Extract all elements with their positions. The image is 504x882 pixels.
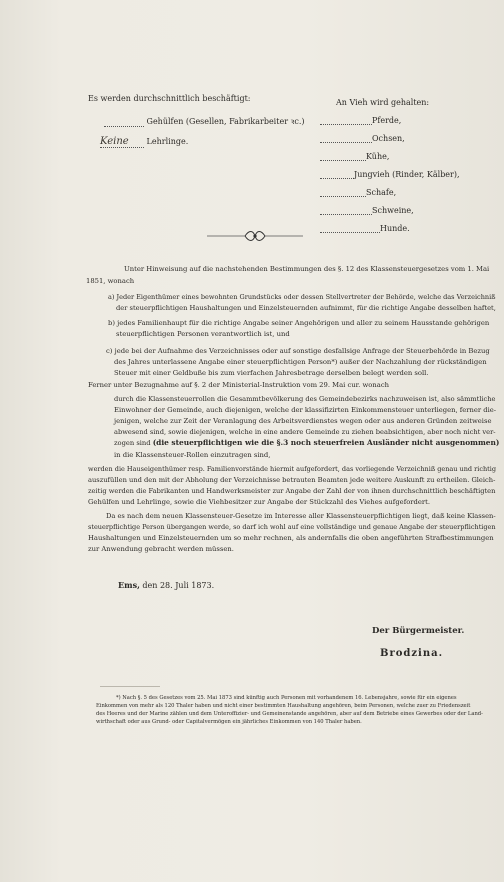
clause-b-1: b) jedes Familienhaupt für die richtige Angabe seiner Angehörigen und aller zu seinem Hausstande gehörigen — [108, 319, 490, 327]
signature-title: Der Bürgermeister. — [372, 626, 465, 636]
clause-d-4: jenigen, welche zur Zeit der Veranlagung des Arbeitsverdienstes wegen oder aus anderen Gründen zeitweise — [114, 417, 492, 425]
livestock-row-oxen — [320, 134, 405, 143]
clause-b-2: steuerpflichtigen Personen verantwortlich ist, und — [116, 330, 290, 338]
request-line-3: zeitig werden die Fabrikanten und Handwerksmeister zur Angabe der Zahl der von ihnen durchschnittlich beschäftigten — [88, 487, 496, 495]
staff-label-assistants: Gehülfen (Gesellen, Fabrikarbeiter ꝛc.) — [146, 117, 305, 126]
staff-count-assistants — [104, 126, 144, 127]
place-date — [118, 580, 214, 590]
livestock-row-cows — [320, 152, 389, 161]
livestock-row-pigs — [320, 206, 414, 215]
livestock-label-cows: Kühe, — [366, 152, 390, 161]
livestock-label-horses: Pferde, — [372, 116, 402, 125]
livestock-row-horses — [320, 116, 401, 125]
clause-d-7: in die Klassensteuer-Rollen einzutragen sind, — [114, 451, 271, 459]
staff-row-assistants — [104, 116, 305, 127]
closing-line-3: Haushaltungen und Einzelsteuernden um so mehr rechnen, als andernfalls die oben angeführten Strafbestimmungen — [88, 534, 494, 542]
clause-d-1: Ferner unter Bezugnahme auf §. 2 der Ministerial-Instruktion vom 29. Mai cur. wonach — [88, 381, 390, 389]
clause-d-6-text: zogen sind — [114, 439, 153, 447]
clause-d-5: abwesend sind, sowie diejenigen, welche in eine andere Gemeinde zu ziehen beabsichtigen, aber noch nicht ver- — [114, 428, 496, 436]
clause-d-6 — [114, 438, 499, 449]
footnote-line-4: wirthschaft oder aus Grund- oder Capitalvermögen ein jährliches Einkommen von 140 Thaler haben. — [96, 719, 362, 725]
footnote-line-1: *) Nach §. 5 des Gesetzes vom 25. Mai 1873 sind künftig auch Personen mit vorhandenem 16. Lebensjahre, sowie für ein eigenes — [116, 695, 457, 701]
clause-c-3: Steuer mit einer Geldbuße bis zum vierfachen Jahresbetrage derselben belegt werden soll. — [114, 369, 429, 377]
clause-c-2: des Jahres unterlassene Angabe einer steuerpflichtigen Person*) außer der Nachzahlung der rückständigen — [114, 358, 487, 366]
ornament-divider — [205, 228, 305, 244]
livestock-label-sheep: Schafe, — [366, 188, 397, 197]
signature-name: Brodzina. — [380, 648, 444, 659]
closing-line-1: Da es nach dem neuen Klassensteuer-Gesetze im Interesse aller Klassensteuerpflichtigen liegt, daß keine Klassen- — [106, 512, 496, 520]
staff-heading: Es werden durchschnittlich beschäftigt: — [88, 94, 251, 103]
place: Ems, — [118, 580, 140, 590]
clause-d-2: durch die Klassensteuerrollen die Gesammtbevölkerung des Gemeindebezirks nachzuweisen ist, also sämmtliche — [114, 395, 496, 403]
date: den 28. Juli 1873. — [142, 581, 215, 590]
clause-d-6-bold: (die steuerpflichtigen wie die §.3 noch steuerfreien Ausländer nicht ausgenommen) — [152, 438, 500, 447]
request-line-2: auszufüllen und den mit der Abholung der Verzeichnisse betrauten Beamten jede weitere Auskunft zu ertheilen. Gleich- — [88, 476, 496, 484]
clause-c-1: c) jede bei der Aufnahme des Verzeichnisses oder auf sonstige desfallsige Anfrage der Steuerbehörde in Bezug — [106, 347, 490, 355]
footnote-rule — [100, 686, 160, 687]
footnote-line-2: Einkommen von mehr als 120 Thaler haben und nicht einer bestimmten Haushaltung angehören, beim Personen, welche zuer zu Friedenszeit — [96, 703, 471, 709]
clause-a-2: der steuerpflichtigen Haushaltungen und Einzelsteuernden aufnimmt, für die richtige Angabe desselben haftet, — [116, 304, 496, 312]
request-line-4: Gehülfen und Lehrlinge, sowie die Viehbesitzer zur Angabe der Stückzahl des Viehes aufgefordert. — [88, 498, 431, 506]
livestock-label-dogs: Hunde. — [380, 224, 410, 233]
clause-a-1: a) Jeder Eigenthümer eines bewohnten Grundstücks oder dessen Stellvertreter der Behörde, welche das Verzeichniß — [108, 293, 496, 301]
intro-line-2: 1851, wonach — [86, 277, 135, 285]
livestock-heading: An Vieh wird gehalten: — [336, 98, 430, 107]
footnote-line-3: des Heeres und der Marine zählen und dem Unteroffizier- und Gemeinenstande angehören, aber auf dem Betriebe eines Gewerbes oder der Land- — [96, 711, 483, 717]
livestock-row-young-cattle — [320, 170, 460, 179]
livestock-label-young-cattle: Jungvieh (Rinder, Kälber), — [354, 170, 460, 179]
livestock-label-pigs: Schweine, — [372, 206, 414, 215]
intro-line-1: Unter Hinweisung auf die nachstehenden Bestimmungen des §. 12 des Klassensteuergesetzes vom 1. Mai — [124, 265, 490, 273]
livestock-row-sheep — [320, 188, 396, 197]
request-line-1: werden die Hauseigenthümer resp. Familienvorstände hiermit aufgefordert, das vorliegende Verzeichniß genau und richtig — [88, 465, 497, 473]
staff-count-apprentices: Keine — [100, 136, 144, 148]
staff-row-apprentices — [100, 136, 188, 148]
staff-label-apprentices: Lehrlinge. — [146, 137, 189, 146]
livestock-label-oxen: Ochsen, — [372, 134, 405, 143]
livestock-row-dogs — [320, 224, 410, 233]
clause-d-3: Einwohner der Gemeinde, auch diejenigen, welche der klassifizirten Einkommensteuer unterliegen, ferner die- — [114, 406, 497, 414]
closing-line-4: zur Anwendung gebracht werden müssen. — [88, 545, 234, 553]
closing-line-2: steuerpflichtige Person übergangen werde, so darf ich wohl auf eine vollständige und genaue Angabe der steuerpflichtigen — [88, 523, 496, 531]
